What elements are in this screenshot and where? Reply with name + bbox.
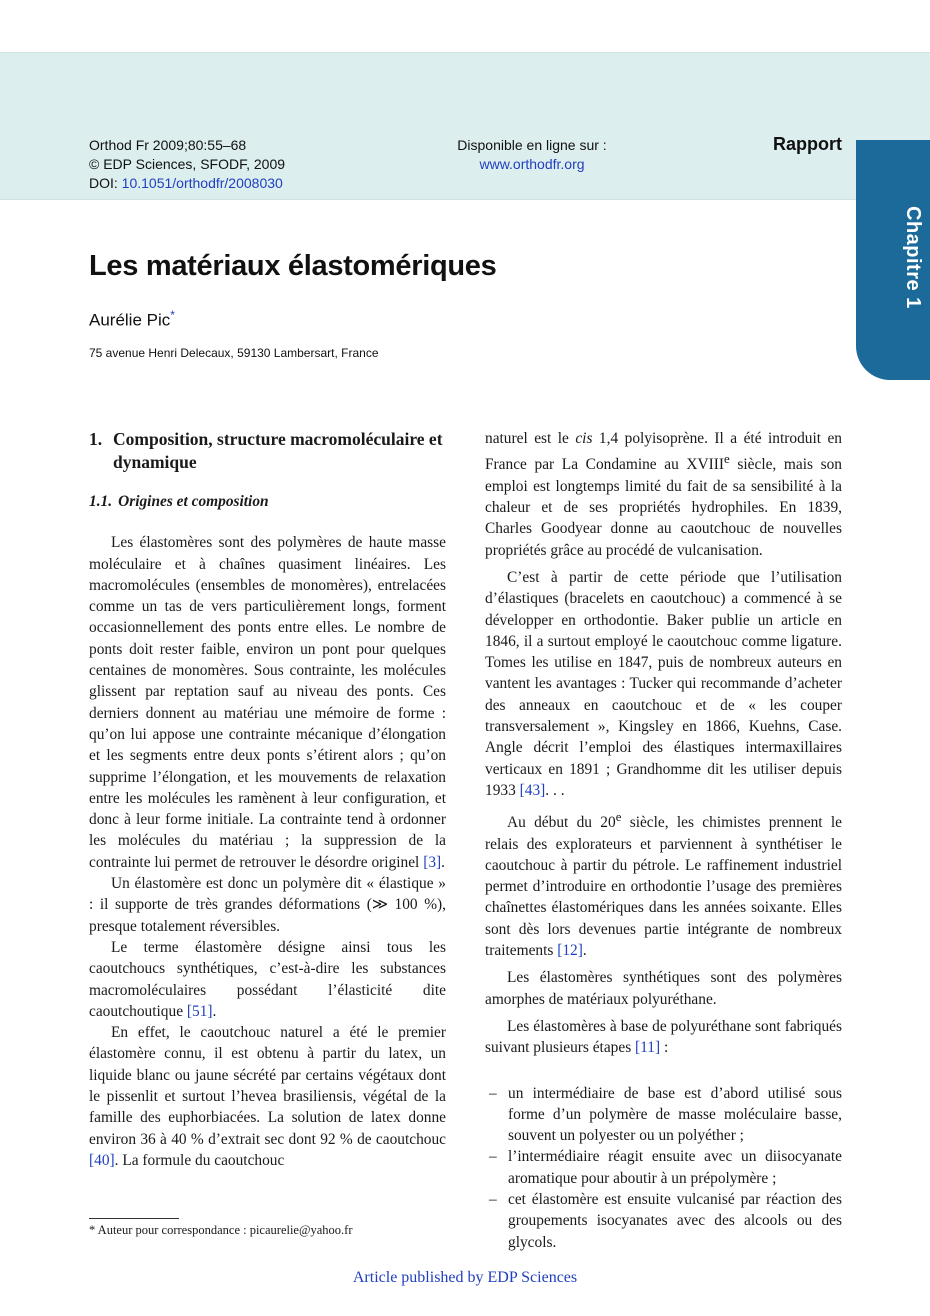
- publisher-link[interactable]: Article published by EDP Sciences: [352, 1269, 578, 1286]
- available-label: Disponible en ligne sur :: [457, 137, 607, 153]
- paragraph-text: Les élastomères à base de polyuréthane sont fabriqués suivant plusieurs étapes: [485, 1017, 842, 1057]
- paragraph: [485, 567, 842, 801]
- correspondence-footnote: * Auteur pour correspondance : picaurelie@yahoo.fr: [89, 1223, 353, 1237]
- author-name: Aurélie Pic: [89, 310, 171, 330]
- list-item: – cet élastomère est ensuite vulcanisé par réaction des groupements isocyanates avec des alcools ou des glycols.: [485, 1189, 842, 1253]
- paragraph: [89, 1022, 446, 1171]
- paragraph-text: 1,4 polyisoprène. Il a été introduit en France par La Condamine au XVIII: [485, 430, 843, 474]
- section-number: 1.: [89, 429, 103, 449]
- subsection-number: 1.1.: [89, 493, 113, 510]
- paragraph-text: C’est à partir de cette période que l’utilisation d’élastiques (bracelets en caoutchouc) a commencé à se développer en orthodontie. Baker publie un article en 1846, il a surtout employé le caoutchouc comme ligature. Tomes les utilise en 1847, puis de nombreux auteurs en vantent les avantages : Tucker qui recommande d’acheter des anneaux en caoutchouc et de « les couper transversalement », Kingsley en 1866, Kuehns, Case. Angle décrit l’emploi des élastiques intermaxillaires verticaux en 1891 ; Grandhomme dit les utiliser depuis 1933: [485, 568, 842, 799]
- left-column: [89, 428, 446, 1171]
- paragraph-text: .: [212, 1002, 217, 1020]
- section-title: Composition, structure macromoléculaire et dynamique: [113, 429, 443, 472]
- list-item: – un intermédiaire de base est d’abord utilisé sous forme d’un polymère de masse moléculaire basse, souvent un polyester ou un polyéther ;: [485, 1083, 842, 1147]
- right-column: [485, 428, 842, 1253]
- paragraph: Un élastomère est donc un polymère dit « élastique » : il supporte de très grandes déformations (≫ 100 %), presque totalement réversibles.: [89, 875, 446, 935]
- paragraph-text: siècle, les chimistes prennent le relais des explorateurs et parviennent à synthétiser le caoutchouc à partir du pétrole. Le raffinement industriel permet d’introduire en orthodontie l’usage des premières chaînettes élastomériques dans les années soixante. Elles sont dès lors devenues partie intégrante de nombreux traitements: [485, 814, 842, 960]
- paragraph-text: siècle, mais son emploi est longtemps limité du fait de sa sensibilité à la chaleur et de ses propriétés hydrophiles. En 1839, Charles Goodyear donne au caoutchouc de nouvelles propriétés grâce au procédé de vulcanisation.: [485, 456, 842, 559]
- paragraph-text: .: [441, 853, 445, 871]
- superscript: e: [724, 452, 730, 467]
- doi-line: [89, 174, 285, 193]
- paragraph: [89, 937, 446, 1022]
- citation-link[interactable]: [3]: [423, 853, 442, 871]
- subsection-heading: [89, 491, 446, 512]
- citation-link[interactable]: [12]: [557, 942, 583, 960]
- list-item: – l’intermédiaire réagit ensuite avec un diisocyanate aromatique pour aboutir à un prépolymère ;: [485, 1146, 842, 1189]
- paragraph: [485, 1016, 842, 1059]
- citation-link[interactable]: [51]: [186, 1002, 213, 1020]
- citation-link[interactable]: [11]: [635, 1039, 661, 1057]
- paragraph-text: Le terme élastomère désigne ainsi tous les caoutchoucs synthétiques, c’est-à-dire les substances macromoléculaires possédant l’élasticité dite caoutchoutique: [89, 938, 446, 1020]
- paragraph: [485, 807, 842, 961]
- citation-link[interactable]: [43]: [519, 781, 546, 799]
- paragraph-text: .: [582, 942, 587, 960]
- paragraph: [89, 532, 446, 873]
- paragraph-text: Les élastomères sont des polymères de haute masse moléculaire et à chaînes quasiment linéaires. Les macromolécules (ensembles de monomères), entrelacées comme un tas de vers particulièrement longs, forment occasionnellement des ponts entre elles. Le nombre de ponts doit rester faible, environ un pont pour quelques centaines de monomères. Sous contrainte, les molécules glissent par reptation sauf au niveau des ponts. Ces derniers donnent au matériau une mémoire de forme : qu’on lui appose une contrainte mécanique d’élongation et les segments entre deux ponts s’étirent alors ; qu’on supprime l’élongation, et les mouvements de relaxation entre les molécules les ramènent à leur configuration, et donc à leur forme initiale. La contrainte tend à ordonner les molécules du matériau ; la suppression de la contrainte lui permet de retrouver le désordre originel: [89, 534, 446, 871]
- paragraph-text: Au début du 20: [507, 814, 616, 832]
- paragraph-text: naturel est le: [485, 430, 576, 447]
- process-steps-list: [485, 1083, 842, 1253]
- subsection-title: Origines et composition: [118, 493, 269, 510]
- author-affiliation: 75 avenue Henri Delecaux, 59130 Lambersart, France: [89, 346, 379, 360]
- citation-link[interactable]: [40]: [89, 1151, 115, 1169]
- footnote-divider: [89, 1218, 179, 1219]
- author-footnote-marker[interactable]: *: [170, 308, 175, 322]
- paragraph-text: . . .: [545, 781, 565, 799]
- article-type: Rapport: [773, 134, 842, 154]
- article-title: Les matériaux élastomériques: [89, 250, 497, 282]
- doi-link[interactable]: 10.1051/orthodfr/2008030: [121, 175, 283, 191]
- author-line: [89, 308, 175, 331]
- paragraph-text: cis: [575, 430, 593, 447]
- superscript: e: [615, 810, 622, 825]
- paragraph: Les élastomères synthétiques sont des polymères amorphes de matériaux polyuréthane.: [485, 969, 842, 1008]
- copyright-line: © EDP Sciences, SFODF, 2009: [89, 156, 286, 172]
- journal-website-link[interactable]: www.orthodfr.org: [479, 156, 585, 172]
- section-heading: [89, 428, 446, 474]
- availability-info: [432, 136, 632, 174]
- paragraph: [485, 428, 842, 561]
- paragraph-text: En effet, le caoutchouc naturel a été le premier élastomère connu, il est obtenu à partir du latex, un liquide blanc ou jaune sécrété par certains végétaux dont le pissenlit et surtout l’hevea brasiliensis, végétal de la famille des euphorbiacées. La solution de latex donne environ 36 à 40 % d’extrait sec dont 92 % de caoutchouc: [89, 1024, 446, 1148]
- chapter-tab: [856, 140, 930, 380]
- chapter-label: Chapitre 1: [902, 206, 924, 309]
- journal-info: [89, 136, 285, 193]
- paragraph-text: . La formule du caoutchouc: [114, 1151, 285, 1169]
- journal-reference: Orthod Fr 2009;80:55–68: [89, 137, 247, 153]
- paragraph-text: :: [660, 1039, 669, 1057]
- doi-label: DOI:: [89, 175, 122, 191]
